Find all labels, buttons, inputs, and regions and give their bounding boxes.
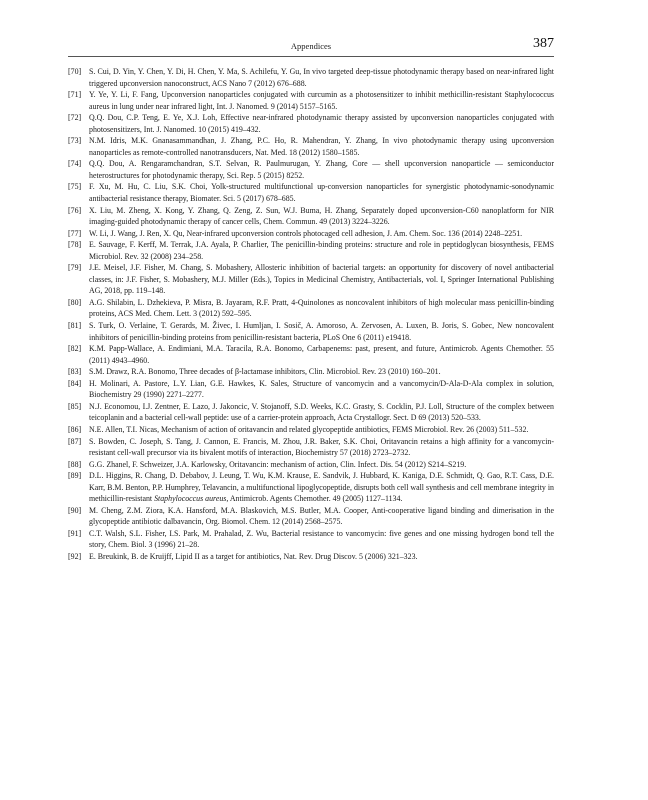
reference-entry	[68, 320, 554, 343]
reference-number: [70]	[68, 67, 82, 76]
reference-entry	[68, 262, 554, 297]
reference-number: [78]	[68, 240, 82, 250]
reference-number: [79]	[68, 263, 82, 273]
reference-text: E. Breukink, B. de Kruijff, Lipid II as a target for antibiotics, Nat. Rev. Drug Discov. 5 (2006) 321–323.	[89, 551, 418, 561]
page-number: 387	[533, 36, 554, 51]
reference-text: A.G. Shilabin, L. Dzhekieva, P. Misra, B. Jayaram, R.F. Pratt, 4-Quinolones as noncovalent inhibitors of high molecular mass penicillin-binding proteins, ACS Med. Chem. Lett. 3 (2012) 592–595.	[89, 297, 554, 319]
reference-text: S. Turk, O. Verlaine, T. Gerards, M. Živec, I. Humljan, I. Sosič, A. Amoroso, A. Zervosen, A. Luxen, B. Joris, S. Gobec, New noncovalent inhibitors of penicillin-binding proteins from penicillin-resistant bacteria, PLoS One 6 (2011) e19418.	[89, 321, 554, 342]
reference-text: S.M. Drawz, R.A. Bonomo, Three decades of β-lactamase inhibitors, Clin. Microbiol. Rev. 23 (2010) 160–201.	[89, 367, 441, 377]
reference-entry	[68, 89, 554, 112]
reference-number: [77]	[68, 228, 82, 238]
reference-entry	[68, 297, 554, 320]
reference-entry	[68, 158, 554, 181]
reference-text: X. Liu, M. Zheng, X. Kong, Y. Zhang, Q. Zeng, Z. Sun, W.J. Buma, H. Zhang, Separately doped upconversion-C60 nanoplatform for NIR imaging-guided photodynamic therapy of cancer cells, Chem. Commun. 49 (2013) 3224–3226.	[89, 205, 554, 227]
reference-text-continued: , Antimicrob. Agents Chemother. 49 (2005) 1127–1134.	[226, 494, 403, 504]
reference-number: [90]	[68, 505, 82, 515]
reference-number: [83]	[68, 367, 82, 377]
reference-number: [88]	[68, 459, 82, 469]
running-header	[68, 38, 554, 57]
reference-number: [82]	[68, 344, 82, 354]
reference-entry	[68, 112, 554, 135]
reference-text: G.G. Zhanel, F. Schweizer, J.A. Karlowsky, Oritavancin: mechanism of action, Clin. Infect. Dis. 54 (2012) S214–S219.	[89, 459, 467, 469]
reference-text: F. Xu, M. Hu, C. Liu, S.K. Choi, Yolk-structured multifunctional up-conversion nanoparticles for synergistic photodynamic-sonodynamic antibacterial resistance therapy, Biomater. Sci. 5 (2017) 678–685.	[89, 182, 554, 204]
reference-number: [75]	[68, 182, 82, 192]
reference-entry	[68, 181, 554, 204]
reference-text: E. Sauvage, F. Kerff, M. Terrak, J.A. Ayala, P. Charlier, The penicillin-binding proteins: structure and role in peptidoglycan biosynthesis, FEMS Microbiol. Rev. 32 (2008) 234–258.	[89, 240, 554, 261]
reference-number: [87]	[68, 436, 82, 446]
reference-text: H. Molinari, A. Pastore, L.Y. Lian, G.E. Hawkes, K. Sales, Structure of vancomycin and a vancomycin/D-Ala-D-Ala complex in solution, Biochemistry 29 (1990) 2271–2277.	[89, 378, 554, 400]
reference-text: S. Cui, D. Yin, Y. Chen, Y. Di, H. Chen, Y. Ma, S. Achilefu, Y. Gu, In vivo targeted deep-tissue photodynamic therapy based on near-infrared light triggered upconversion nanoconstruct, ACS Nano 7 (2012) 676–688.	[89, 67, 554, 88]
reference-entry	[68, 459, 554, 471]
reference-text: J.E. Meisel, J.F. Fisher, M. Chang, S. Mobashery, Allosteric inhibition of bacterial targets: an opportunity for discovery of novel antibacterial classes, in: J.F. Fisher, S. Mobashery, M.J. Miller (Eds.), Topics in Medicinal Chemistry, Antibacterials, vol. I, Springer International Publishing AG, 2018, pp. 119–148.	[89, 263, 554, 296]
reference-entry	[68, 401, 554, 424]
reference-entry	[68, 378, 554, 401]
reference-text: S. Bowden, C. Joseph, S. Tang, J. Cannon, E. Francis, M. Zhou, J.R. Baker, S.K. Choi, Oritavancin retains a high affinity for a vancomycin-resistant cell-wall precursor via its bivalent motifs of interaction, Biochemistry 57 (2018) 2723–2732.	[89, 436, 554, 458]
reference-number: [71]	[68, 90, 82, 100]
reference-entry	[68, 66, 554, 89]
reference-entry	[68, 205, 554, 228]
reference-text: C.T. Walsh, S.L. Fisher, I.S. Park, M. Prahalad, Z. Wu, Bacterial resistance to vancomycin: five genes and one missing hydrogen bond tell the story, Chem. Biol. 3 (1996) 21–28.	[89, 528, 554, 550]
reference-text: M. Cheng, Z.M. Ziora, K.A. Hansford, M.A. Blaskovich, M.S. Butler, M.A. Cooper, Anti-cooperative ligand binding and dimerisation in the glycopeptide antibiotic dalbavancin, Org. Biomol. Chem. 12 (2014) 2568–2575.	[89, 505, 554, 527]
reference-entry	[68, 470, 554, 505]
reference-entry	[68, 436, 554, 459]
reference-number: [86]	[68, 424, 82, 434]
reference-number: [89]	[68, 471, 82, 481]
reference-text: Q.Q. Dou, C.P. Teng, E. Ye, X.J. Loh, Effective near-infrared photodynamic therapy assisted by upconversion nanoparticles conjugated with photosensitizers, Int. J. Nanomed. 10 (2015) 419–432.	[89, 113, 554, 134]
reference-list	[68, 66, 554, 563]
reference-italic-text: Staphylococcus aureus	[154, 494, 227, 504]
section-title: Appendices	[290, 41, 332, 51]
reference-entry	[68, 135, 554, 158]
reference-entry	[68, 424, 554, 436]
reference-text: N.J. Economou, I.J. Zentner, E. Lazo, J. Jakoncic, V. Stojanoff, S.D. Weeks, K.C. Grasty, S. Cocklin, P.J. Loll, Structure of the complex between teicoplanin and a bacterial cell-wall peptide: use of a carrier-protein approach, Acta Crystallogr. Sect. D 69 (2013) 520–533.	[89, 401, 554, 423]
reference-text: N.E. Allen, T.I. Nicas, Mechanism of action of oritavancin and related glycopeptide antibiotics, FEMS Microbiol. Rev. 26 (2003) 511–532.	[89, 424, 529, 434]
reference-text: K.M. Papp-Wallace, A. Endimiani, M.A. Taracila, R.A. Bonomo, Carbapenems: past, present, and future, Antimicrob. Agents Chemother. 55 (2011) 4943–4960.	[89, 344, 554, 365]
reference-number: [84]	[68, 378, 82, 388]
reference-entry	[68, 551, 554, 563]
reference-text: N.M. Idris, M.K. Gnanasammandhan, J. Zhang, P.C. Ho, R. Mahendran, Y. Zhang, In vivo photodynamic therapy using upconversion nanoparticles as remote-controlled nanotransducers, Nat. Med. 18 (2012) 1580–1585.	[89, 136, 554, 157]
reference-entry	[68, 343, 554, 366]
reference-number: [73]	[68, 136, 82, 146]
reference-text: W. Li, J. Wang, J. Ren, X. Qu, Near-infrared upconversion controls photocaged cell adhesion, J. Am. Chem. Soc. 136 (2014) 2248–2251.	[89, 228, 523, 238]
reference-number: [80]	[68, 297, 82, 307]
reference-entry	[68, 366, 554, 378]
reference-entry	[68, 239, 554, 262]
reference-number: [76]	[68, 205, 82, 215]
reference-entry	[68, 505, 554, 528]
reference-number: [81]	[68, 321, 82, 331]
reference-number: [72]	[68, 113, 82, 123]
reference-text: Y. Ye, Y. Li, F. Fang, Upconversion nanoparticles conjugated with curcumin as a photosensitizer to inhibit methicillin-resistant Staphylococcus aureus in lung under near infrared light, Int. J. Nanomed. 9 (2014) 5157–5165.	[89, 90, 554, 111]
reference-number: [92]	[68, 551, 82, 561]
reference-text: D.L. Higgins, R. Chang, D. Debabov, J. Leung, T. Wu, K.M. Krause, E. Sandvik, J. Hubbard, K. Kaniga, D.E. Schmidt, Q. Gao, R.T. Cass, D.E. Karr, B.M. Benton, P.P. Humphrey, Telavancin, a multifunctional lipoglycopeptide, disrupts both cell wall synthesis and cell membrane integrity in methicillin-resistant	[89, 471, 554, 504]
reference-number: [74]	[68, 159, 82, 169]
reference-number: [91]	[68, 528, 82, 538]
reference-entry	[68, 528, 554, 551]
reference-entry	[68, 228, 554, 240]
reference-text: Q.Q. Dou, A. Rengaramchandran, S.T. Selvan, R. Paulmurugan, Y. Zhang, Core — shell upconversion nanoparticle — semiconductor heterostructures for photodynamic therapy, Sci. Rep. 5 (2015) 8252.	[89, 159, 554, 180]
reference-number: [85]	[68, 401, 82, 411]
